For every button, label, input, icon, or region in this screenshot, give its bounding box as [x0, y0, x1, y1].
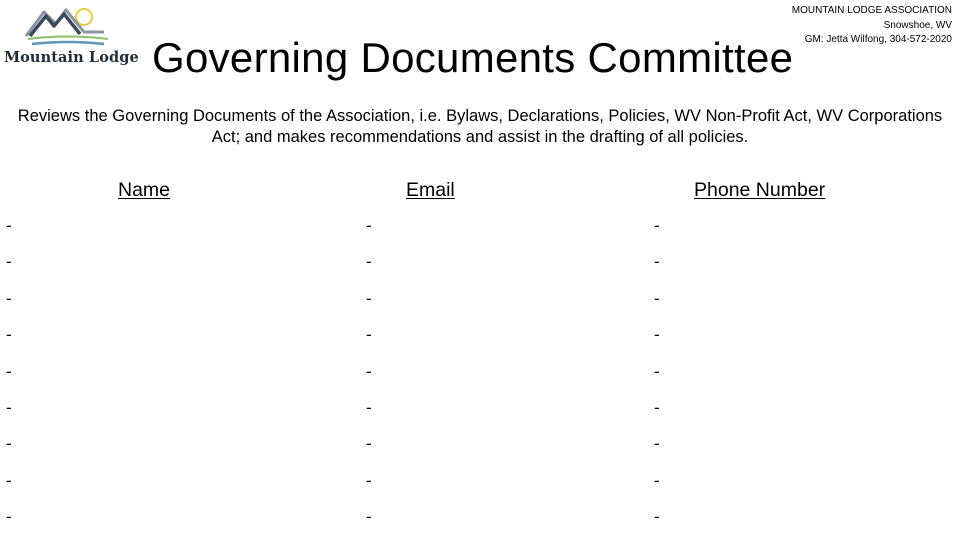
logo-text: Mountain Lodge — [4, 49, 139, 66]
email-entry: - — [366, 507, 372, 527]
org-name: MOUNTAIN LODGE ASSOCIATION — [791, 5, 952, 16]
email-entry: - — [366, 252, 372, 272]
phone-entry: - — [654, 361, 660, 381]
name-entry: - — [6, 397, 12, 417]
name-entry: - — [6, 470, 12, 490]
email-entry: - — [366, 434, 372, 454]
email-entry: - — [366, 216, 372, 235]
logo-sun — [76, 9, 92, 25]
phone-column — [654, 208, 660, 536]
phone-entry: - — [654, 434, 660, 454]
email-entry: - — [366, 288, 372, 308]
email-column-header: Email — [406, 179, 455, 201]
logo-water — [32, 42, 104, 44]
name-column-header: Name — [118, 179, 171, 201]
phone-entry: - — [654, 325, 660, 345]
email-column — [366, 208, 372, 536]
name-entry: - — [6, 288, 12, 308]
mountain-sun-icon — [4, 2, 132, 52]
phone-entry: - — [654, 507, 660, 527]
phone-entry: - — [654, 216, 660, 235]
phone-entry: - — [654, 288, 660, 308]
org-location: Snowshoe, WV — [883, 19, 952, 31]
name-entry: - — [6, 434, 12, 454]
phone-entry: - — [654, 252, 660, 272]
name-entry: - — [6, 361, 12, 381]
page-title: Governing Documents Committee — [152, 34, 794, 81]
name-column — [6, 208, 12, 536]
name-entry: - — [6, 216, 12, 235]
org-gm-contact: GM: Jetta Wilfong, 304-572-2020 — [804, 34, 952, 45]
phone-column-header: Phone Number — [694, 179, 826, 201]
email-entry: - — [366, 325, 372, 345]
phone-entry: - — [654, 397, 660, 417]
organization-info — [792, 4, 952, 48]
email-entry: - — [366, 397, 372, 417]
committee-description: Reviews the Governing Documents of the Association, i.e. Bylaws, Declarations, Policies, WV Non-Profit Act, WV Corporations Act; and makes recommendations and assist in the drafting of all policies. — [17, 107, 943, 146]
phone-entry: - — [654, 470, 660, 490]
email-entry: - — [366, 361, 372, 381]
email-entry: - — [366, 470, 372, 490]
name-entry: - — [6, 325, 12, 345]
name-entry: - — [6, 507, 12, 527]
mountain-lodge-logo — [4, 2, 139, 72]
logo-grass — [28, 37, 108, 40]
name-entry: - — [6, 252, 12, 272]
